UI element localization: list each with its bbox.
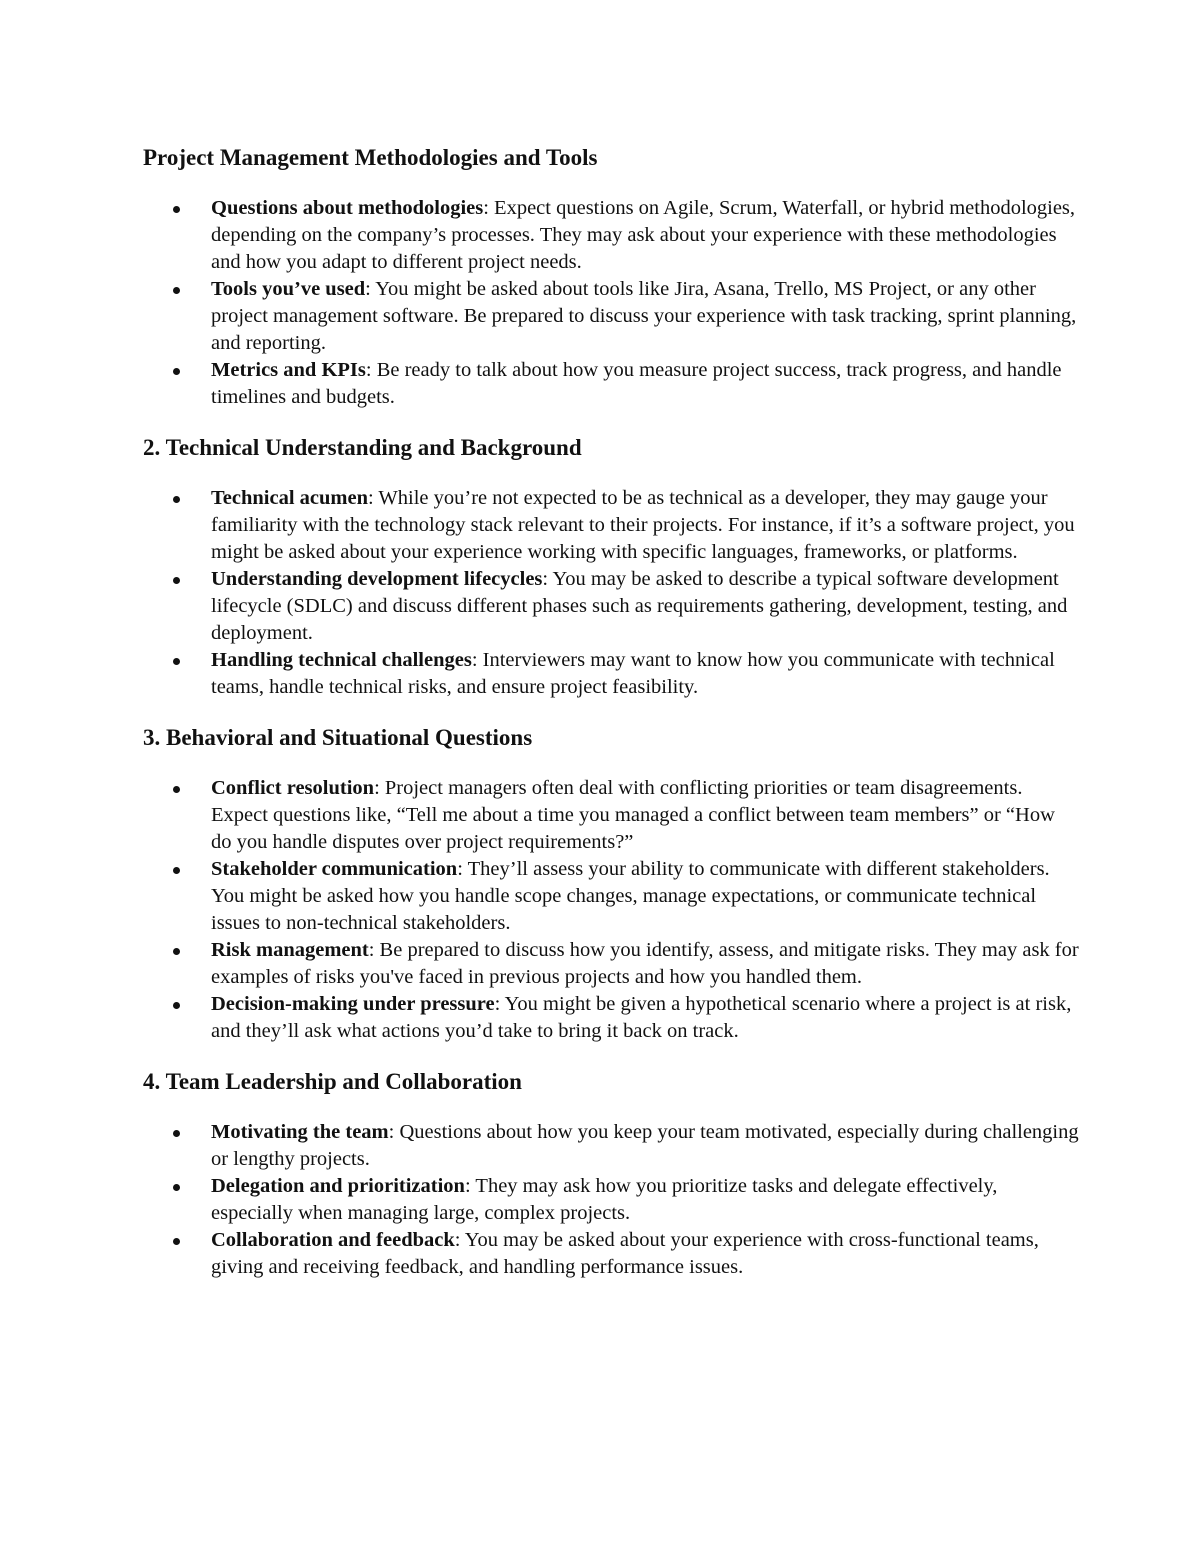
section-list-methodologies — [143, 195, 1080, 411]
item-text: : They’ll assess your ability to communicate with different stakeholders. You might be asked how you handle scope changes, manage expectations, or communicate technical issues to non-technical stakeholders. — [211, 858, 1050, 934]
item-term: Risk management — [211, 939, 369, 961]
section-heading-technical: 2. Technical Understanding and Background — [143, 435, 582, 460]
list-item — [211, 775, 1080, 856]
item-text: : They may ask how you prioritize tasks and delegate effectively, especially when managing large, complex projects. — [211, 1175, 998, 1224]
item-text: : You might be given a hypothetical scenario where a project is at risk, and they’ll ask what actions you’d take to bring it back on track. — [211, 993, 1072, 1042]
list-item — [211, 647, 1080, 701]
list-item — [211, 276, 1080, 357]
list-item — [211, 856, 1080, 937]
item-text: : You may be asked to describe a typical software development lifecycle (SDLC) and discuss different phases such as requirements gathering, development, testing, and deployment. — [211, 568, 1068, 644]
item-term: Metrics and KPIs — [211, 359, 366, 381]
bullet-icon — [173, 1002, 180, 1009]
item-text: : Be prepared to discuss how you identify, assess, and mitigate risks. They may ask for examples of risks you've faced in previous projects and how you handled them. — [211, 939, 1079, 988]
item-text: : Project managers often deal with conflicting priorities or team disagreements. Expect questions like, “Tell me about a time you managed a conflict between team members” or “How do you handle disputes over project requirements?” — [211, 777, 1055, 853]
bullet-icon — [173, 496, 180, 503]
bullet-icon — [173, 786, 180, 793]
list-item — [211, 357, 1080, 411]
section-list-technical — [143, 485, 1080, 701]
section-heading-behavioral: 3. Behavioral and Situational Questions — [143, 725, 533, 750]
list-item — [211, 937, 1080, 991]
item-text: : You might be asked about tools like Jira, Asana, Trello, MS Project, or any other project management software. Be prepared to discuss your experience with task tracking, sprint planning, and reporting. — [211, 278, 1077, 354]
item-term: Understanding development lifecycles — [211, 568, 543, 590]
section-heading-leadership: 4. Team Leadership and Collaboration — [143, 1069, 522, 1094]
bullet-icon — [173, 287, 180, 294]
section-list-behavioral — [143, 775, 1080, 1045]
bullet-icon — [173, 577, 180, 584]
section-heading-methodologies: Project Management Methodologies and Tools — [143, 145, 598, 170]
item-term: Motivating the team — [211, 1121, 389, 1143]
list-item — [211, 566, 1080, 647]
item-term: Handling technical challenges — [211, 649, 472, 671]
bullet-icon — [173, 1130, 180, 1137]
bullet-icon — [173, 867, 180, 874]
list-item — [211, 1173, 1080, 1227]
list-item — [211, 195, 1080, 276]
item-text: : You may be asked about your experience with cross-functional teams, giving and receiving feedback, and handling performance issues. — [211, 1229, 1039, 1278]
item-term: Conflict resolution — [211, 777, 375, 799]
item-term: Decision-making under pressure — [211, 993, 495, 1015]
bullet-icon — [173, 206, 180, 213]
bullet-icon — [173, 948, 180, 955]
bullet-icon — [173, 1184, 180, 1191]
item-term: Stakeholder communication — [211, 858, 458, 880]
item-text: : Expect questions on Agile, Scrum, Waterfall, or hybrid methodologies, depending on the company’s processes. They may ask about your experience with these methodologies and how you adapt to different project needs. — [211, 197, 1076, 273]
section-list-leadership — [143, 1119, 1080, 1281]
item-term: Questions about methodologies — [211, 197, 484, 219]
list-item — [211, 991, 1080, 1045]
item-term: Collaboration and feedback — [211, 1229, 455, 1251]
item-text: : Be ready to talk about how you measure project success, track progress, and handle timelines and budgets. — [211, 359, 1062, 408]
item-term: Delegation and prioritization — [211, 1175, 465, 1197]
item-term: Technical acumen — [211, 487, 368, 509]
list-item — [211, 1119, 1080, 1173]
item-text: : Questions about how you keep your team motivated, especially during challenging or lengthy projects. — [211, 1121, 1079, 1170]
bullet-icon — [173, 368, 180, 375]
item-text: : Interviewers may want to know how you communicate with technical teams, handle technical risks, and ensure project feasibility. — [211, 649, 1055, 698]
list-item — [211, 1227, 1080, 1281]
list-item — [211, 485, 1080, 566]
item-text: : While you’re not expected to be as technical as a developer, they may gauge your familiarity with the technology stack relevant to their projects. For instance, if it’s a software project, you might be asked about your experience working with specific languages, frameworks, or platforms. — [211, 487, 1075, 563]
bullet-icon — [173, 1238, 180, 1245]
item-term: Tools you’ve used — [211, 278, 366, 300]
bullet-icon — [173, 658, 180, 665]
